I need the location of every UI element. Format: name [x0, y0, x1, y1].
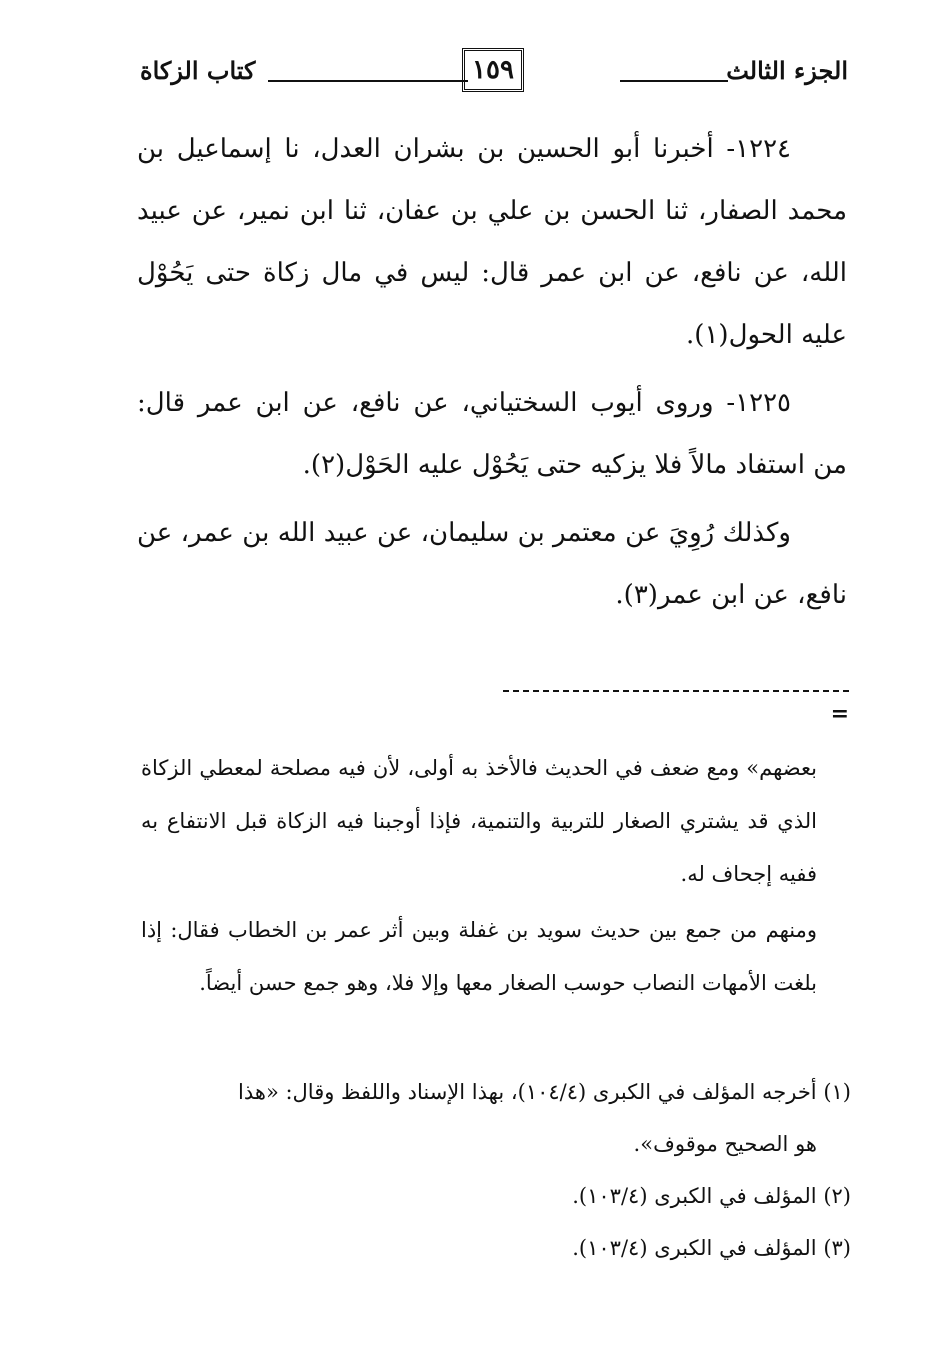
continuation-mark: = — [830, 701, 849, 727]
part-title: الجزء الثالث — [726, 56, 848, 85]
footnotes — [139, 1066, 851, 1274]
continued-footnote — [141, 742, 817, 1013]
footnote-2: (٢) المؤلف في الكبرى (١٠٣/٤). — [572, 1184, 851, 1208]
book-title: كتاب الزكاة — [140, 56, 256, 85]
page-header — [140, 46, 848, 102]
footnote-1-continuation: هو الصحيح موقوف». — [633, 1132, 817, 1156]
page-number: ١٥٩ — [462, 48, 524, 92]
footnote-1: (١) أخرجه المؤلف في الكبرى (١٠٤/٤)، بهذا الإسناد واللفظ وقال: «هذا — [238, 1080, 851, 1104]
header-rule-left — [268, 80, 468, 82]
footnote-3: (٣) المؤلف في الكبرى (١٠٣/٤). — [572, 1236, 851, 1260]
continued-footnote-para-1: بعضهم» ومع ضعف في الحديث فالأخذ به أولى، لأن فيه مصلحة لمعطي الزكاة الذي قد يشتري الصغار للتربية والتنمية، فإذا أوجبنا فيه الزكاة قبل الانتفاع به ففيه إجحاف له. — [141, 756, 817, 886]
hadith-1224: ١٢٢٤- أخبرنا أبو الحسين بن بشران العدل، نا إسماعيل بن محمد الصفار، ثنا الحسن بن علي بن عفان، ثنا ابن نمير، عن عبيد الله، عن نافع، عن ابن عمر قال: ليس في مال زكاة حتى يَحُوْل عليه الحول(١). — [137, 134, 847, 350]
header-rule-right — [620, 80, 728, 82]
narration-note: وكذلك رُوِيَ عن معتمر بن سليمان، عن عبيد الله بن عمر، عن نافع، عن ابن عمر(٣). — [137, 518, 847, 610]
footnote-separator — [503, 690, 849, 692]
hadith-1225: ١٢٢٥- وروى أيوب السختياني، عن نافع، عن ابن عمر قال: من استفاد مالاً فلا يزكيه حتى يَحُوْل عليه الحَوْل(٢). — [137, 388, 847, 480]
continued-footnote-para-2: ومنهم من جمع بين حديث سويد بن غفلة وبين أثر عمر بن الخطاب فقال: إذا بلغت الأمهات النصاب حوسب الصغار معها وإلا فلا، وهو جمع حسن أيضاً. — [141, 918, 817, 995]
main-text — [137, 118, 847, 632]
